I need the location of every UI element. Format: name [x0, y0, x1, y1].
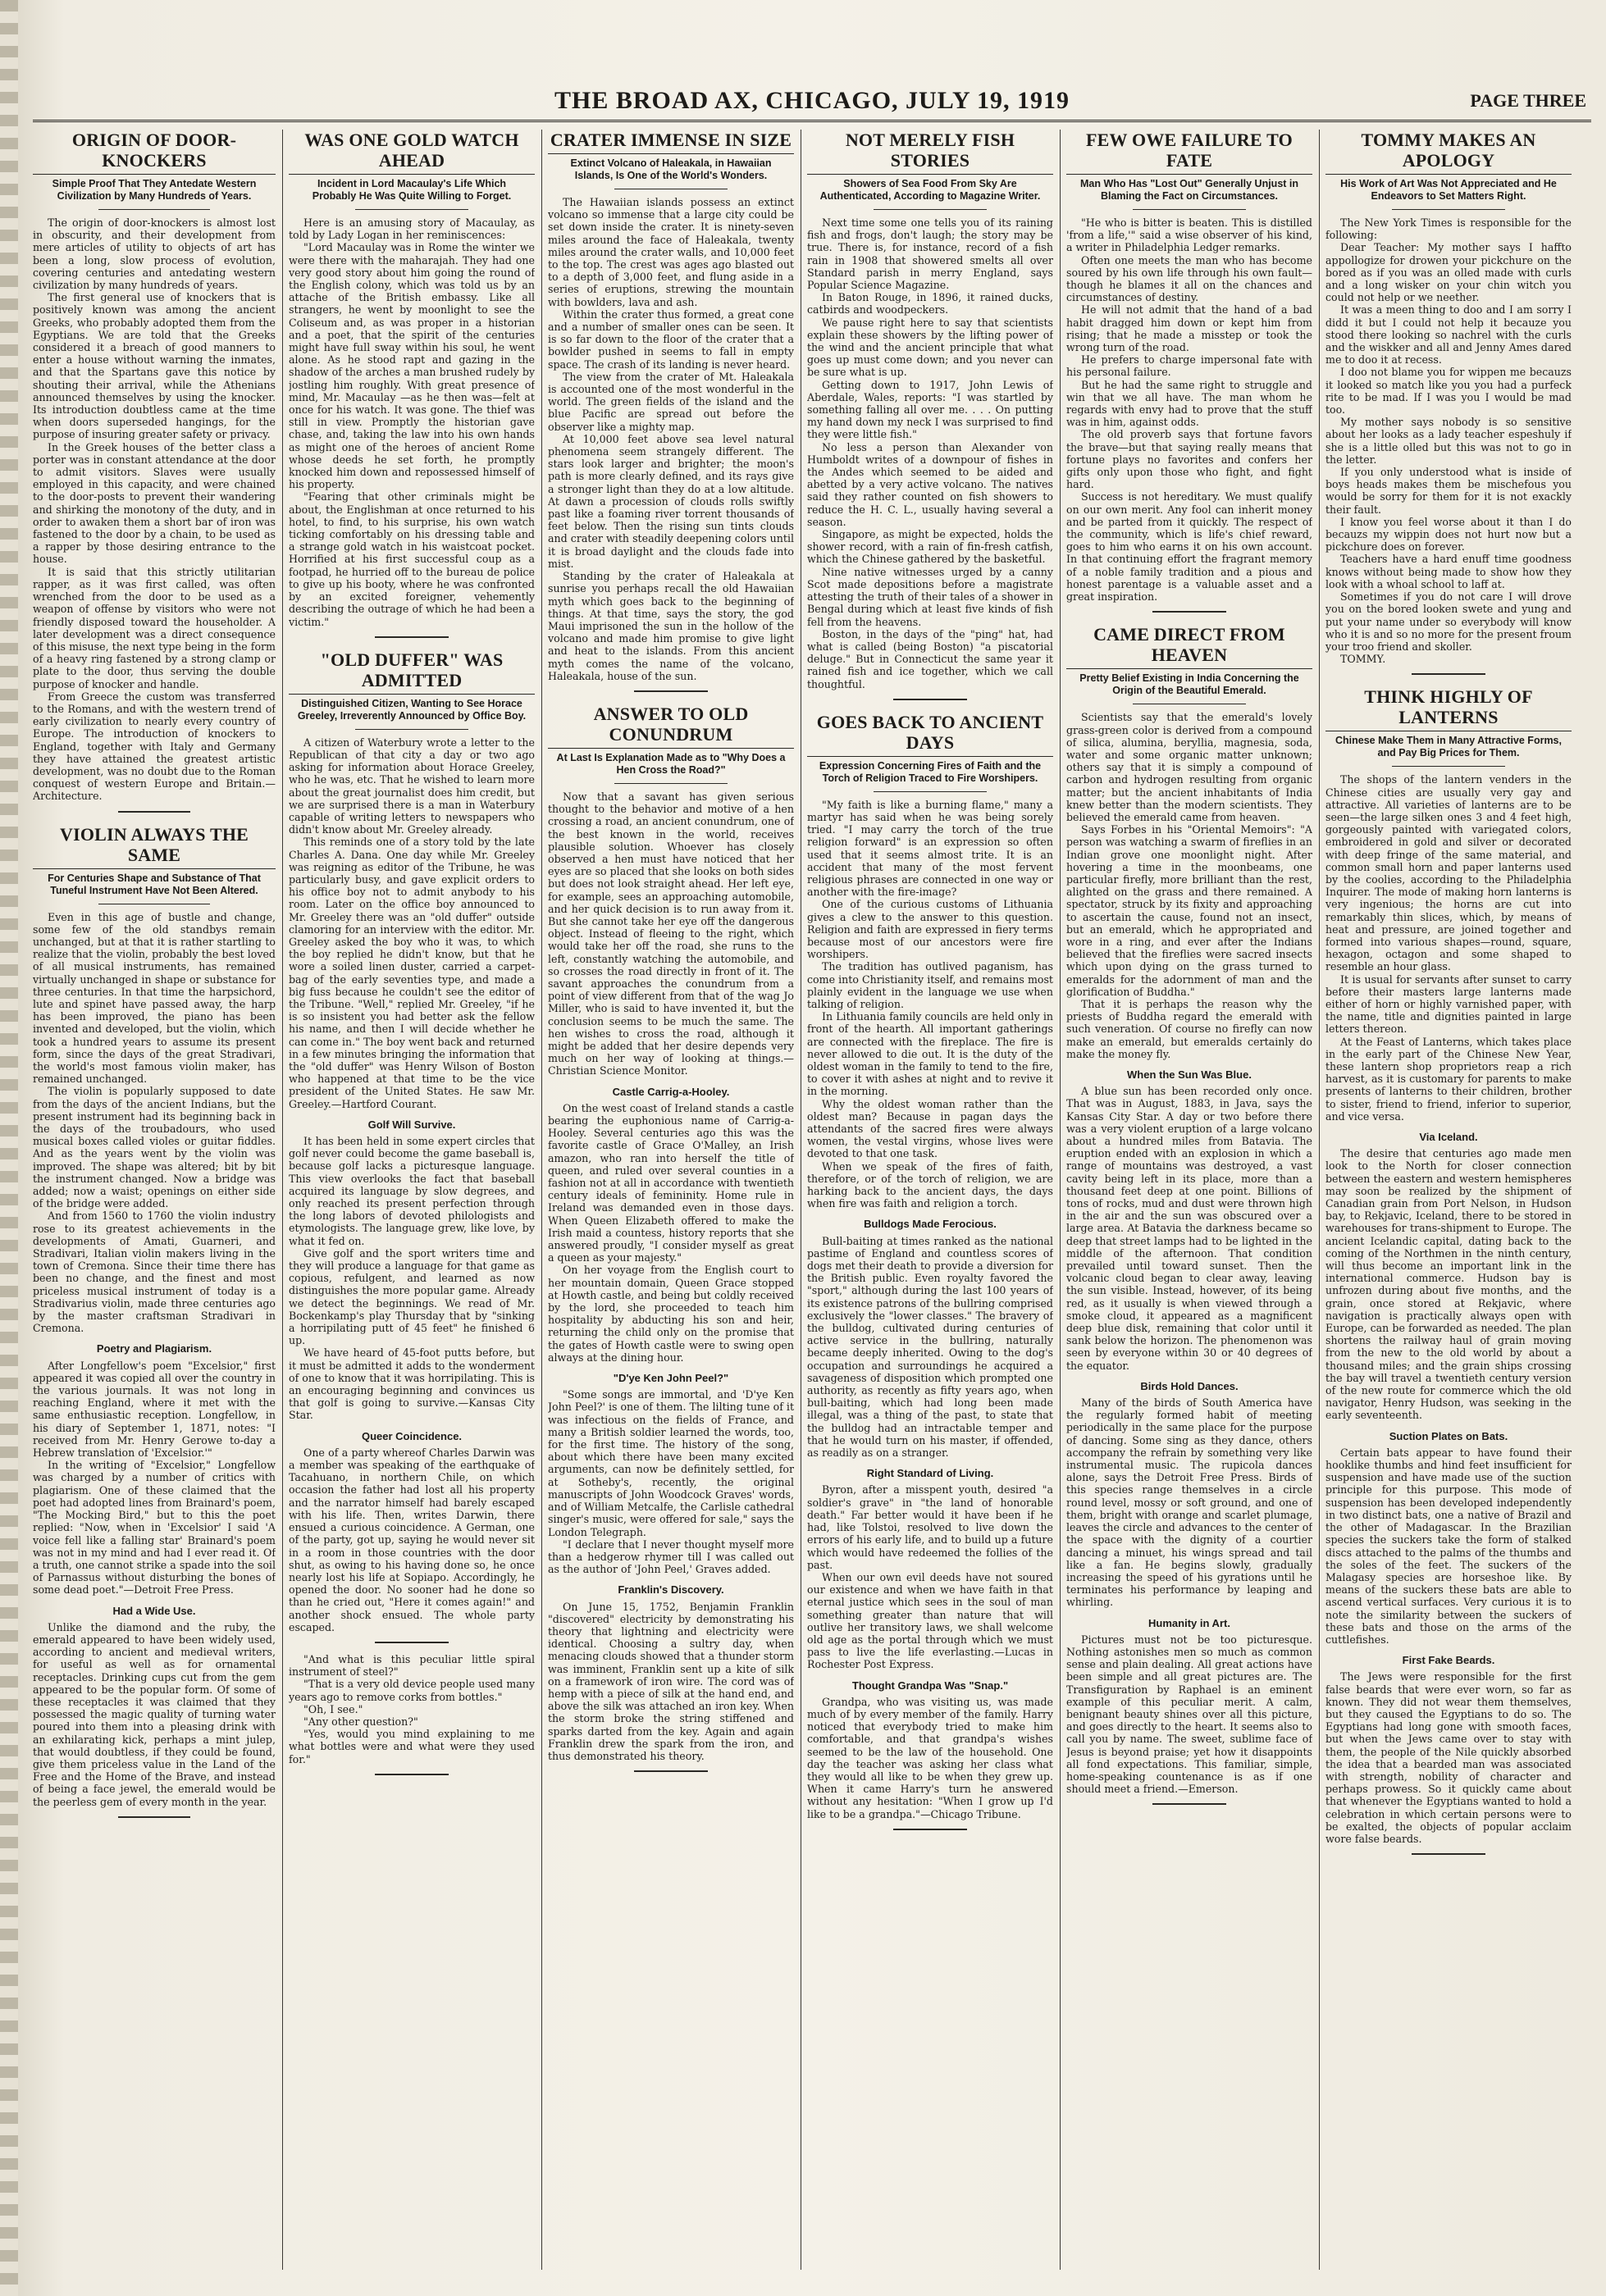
column-1 [33, 130, 276, 2270]
column-4 [807, 130, 1053, 2270]
article [1325, 686, 1572, 1855]
filler-paragraph: Unlike the diamond and the ruby, the emerald appeared to have been widely used, according to ancient and medieval writers, for useful as well as for ornamental receptacles. Drinking cups cut from the gem appeared to be the popular form. Of some of these receptacles it was claimed that they possessed the magic quality of turning water poured into them into a pleasing drink with an exhilarating kick, perhaps a mint julep, that would doubtless, if they could be found, give them priceless value in the Land of the Free and the Home of the Brave, and instead of being a face jewel, the emerald would be the peerless gem of every month in the year. [33, 1620, 276, 1808]
filler-paragraph: "Oh, I see." [303, 1702, 363, 1715]
article-paragraph: In Lithuania family councils are held only in front of the hearth. All important gatherings are connected with the fireplace. The fire is never allowed to die out. It is the duty of the oldest woman in the family to tend to the fire, to cover it with ashes at night and to revive it in the morning. [807, 1010, 1053, 1098]
article-paragraph: The shops of the lantern venders in the Chinese cities are usually very gay and attractive. All varieties of lanterns are to be seen—the large silken ones 3 and 4 feet high, gorgeously painted with variegated colors, embroidered in gold and silver or decorated with deep fringe of the same material, and common small horn and paper lanterns used by the coolies, according to the Philadelphia Inquirer. The mode of making horn lanterns is very ingenious; the horns are cut into remarkably thin slices, which, by means of heat and pressure, are joined together and formed into various shapes—round, square, hexagon, octagon and some shaped to resemble an hour glass. [1325, 773, 1572, 973]
filler-headline: Castle Carrig-a-Hooley. [612, 1085, 730, 1098]
story-end-rule [118, 1816, 191, 1818]
article [1066, 130, 1312, 613]
article-headline: NOT MERELY FISH STORIES [807, 130, 1053, 175]
article-headline: FEW OWE FAILURE TO FATE [1066, 130, 1312, 175]
article-paragraph: And from 1560 to 1760 the violin industry rose to its greatest achievements in the developments of Amati, Guarneri, and Stradivari, Italian violin makers living in the town of Cremona. Since their time there has been no change, and the finest and most priceless musical instrument of today is a Stradivarius violin, made three centuries ago by the master craftsman Stradivari in Cremona. [33, 1210, 276, 1335]
article-headline: ORIGIN OF DOOR-KNOCKERS [33, 130, 276, 175]
deck-divider [1133, 209, 1246, 210]
deck-divider [1392, 209, 1505, 210]
article-paragraph: If you only understood what is inside of boys heads makes them be mischefous you would be sorry for them for it is not exackly their fault. [1325, 466, 1572, 516]
article-paragraph: Here is an amusing story of Macaulay, as told by Lady Logan in her reminiscences: [289, 216, 535, 242]
article [1325, 130, 1572, 675]
article-paragraph: Getting down to 1917, John Lewis of Aberdale, Wales, reports: "I was startled by something falling all over me. . . . On putting my hand down my neck I was surprised to find they were little fish." [807, 378, 1053, 441]
filler-paragraph: It has been held in some expert circles that golf never could become the game baseball is, because golf lacks a picturesque language. This view overlooks the fact that baseball acquired its language by slow degrees, and only reached its present perfection through the long labors of devoted philologists and etymologists. The language grew, like love, by what it fed on. [289, 1135, 535, 1247]
filler-headline: Queer Coincidence. [361, 1429, 463, 1442]
article-paragraph: The Hawaiian islands possess an extinct volcano so immense that a large city could be set down inside the crater. It is ninety-seven miles around the face of Haleakala, twenty miles around the crater walls, and 10,000 feet to the top. The crest was ages ago blasted out to a depth of 3,000 feet, and flung aside in a series of eruptions, strewing the mountain with bowlders, lava and ash. [548, 196, 794, 308]
article [33, 130, 276, 813]
filler-headline: Golf Will Survive. [367, 1118, 456, 1131]
column-2 [289, 130, 535, 2270]
article [807, 712, 1053, 1830]
article-deck: Expression Concerning Fires of Faith and the Torch of Religion Traced to Fire Worshipers. [819, 759, 1042, 784]
article-deck: For Centuries Shape and Substance of That Tuneful Instrument Have Not Been Altered. [48, 872, 261, 896]
story-end-rule [1152, 1803, 1226, 1805]
deck-divider [355, 729, 468, 730]
filler-paragraph: Byron, after a misspent youth, desired "a soldier's grave" in "the land of honorable death." Far better would it have been if he had, like Tolstoi, resolved to live down the errors of his early life, and to build up a future which would have redeemed the follies of the past. [807, 1483, 1053, 1571]
article [807, 130, 1053, 700]
filler-paragraph: The desire that centuries ago made men look to the North for closer connection between the eastern and western hemispheres may soon be realized by the shipment of Canadian grain from Port Nelson, in Hudson bay, to Rekjavic, Iceland, there to be stored in warehouses for trans-shipment to Europe. The ancient Icelandic capital, dating back to the coming of the Northmen in the ninth century, will thus become an important link in the international commerce. Hudson bay is unfrozen during about five months, and the grain, once stored at Rekjavic, where navigation is practically always open with Europe, can be forwarded as needed. The plan shortens the railway haul of grain moving from the new to the old world by about a thousand miles; and the grain ships crossing the bay will travel a twentieth century version of the new route for commerce which the old navigator, Henry Hudson, was seeking in the early seventeenth. [1325, 1147, 1572, 1422]
filler-paragraph: Give golf and the sport writers time and they will produce a language for that game as copious, refulgent, and learned as now distinguishes the more popular game. Already we detect the beginnings. We read of Mr. Bockenkamp's play Thursday that by "sinking a horripilating putt of 45 feet" he finished 6 up. [289, 1246, 535, 1347]
article-paragraph: From Greece the custom was transferred to the Romans, and with the western trend of early civilization to nearly every country of Europe. The introduction of knockers to England, together with Italy and Germany they have attained the greatest artistic development, was no doubt due to the Roman conquest of western Europe and Britain.—Architecture. [33, 690, 276, 803]
story-end-rule [893, 1829, 967, 1830]
filler-divider [375, 1642, 449, 1643]
article-paragraph: The old proverb says that fortune favors the brave—but that saying really means that fortune plays no favorites and confers her gifts only upon those who fight, and fight hard. [1066, 428, 1312, 491]
filler-headline: "D'ye Ken John Peel?" [613, 1372, 729, 1385]
article-paragraph: Now that a savant has given serious thought to the behavior and motive of a hen crossing a road, an ancient conundrum, one of the best known in the world, receives plausible solution. Whoever has closely observed a hen must have noticed that her eyes are so placed that she looks on both sides but does not look straight ahead. Her left eye, for example, sees an approaching automobile, and her quick decision is to run away from it. But she cannot take her eye off the dangerous object. Instead of fleeing to the right, which would take her off the road, she runs to the left, constantly watching the automobile, and so crosses the road directly in front of it. The savant approaches the conundrum from a point of view different from that of the wag Jo Miller, who is said to have invented it, but the conclusion seems to be much the same. The hen wishes to cross the road, although it might be added that her desire depends very much on her way of looking at things.—Christian Science Monitor. [548, 790, 794, 1077]
article-paragraph: Boston, in the days of the "ping" hat, had what is called (being Boston) "a piscatorial deluge." But in Connecticut the same year it rained fish and ice together, which we call thoughtful. [807, 627, 1053, 690]
article-deck: Simple Proof That They Antedate Western Civilization by Many Hundreds of Years. [52, 178, 257, 202]
article [33, 824, 276, 1818]
story-end-rule [118, 811, 191, 813]
filler-paragraph: "That is a very old device people used many years ago to remove corks from bottles." [289, 1678, 535, 1703]
article-deck: Incident in Lord Macaulay's Life Which Probably He Was Quite Willing to Forget. [312, 178, 512, 202]
filler-paragraph: Certain bats appear to have found their hooklike thumbs and hind feet insufficient for suspension and have made use of the suction principle for this purpose. This mode of suspension has been developed independently in two distinct bats, one a native of Brazil and the other of Madagascar. In the Brazilian species the suckers take the form of stalked discs attached to the palms of the thumbs and the soles of the feet. The suckers of the Malagasy species are horseshoe like. By means of the suckers these bats are able to ascend vertical surfaces. Very curious it is to note the similarity between the suckers of these bats and those on the arms of the cuttlefishes. [1325, 1446, 1572, 1646]
page-number: PAGE THREE [1470, 90, 1586, 111]
story-end-rule [634, 1770, 708, 1772]
article-paragraph: The origin of door-knockers is almost lost in obscurity, and their development from mere articles of utility to objects of art has been a long, slow process of evolution, covering centuries and antedating western civilization by many hundreds of years. [33, 216, 276, 292]
filler-paragraph: "Yes, would you mind explaining to me what bottles were and what were they used for." [289, 1728, 535, 1765]
filler-paragraph: We have heard of 45-foot putts before, but it must be admitted it adds to the wonderment of one to know that it was horripilating. This is an encouraging beginning and convinces us that golf is going to survive.—Kansas City Star. [289, 1346, 535, 1422]
article-paragraph: But he had the same right to struggle and win that we all have. The man whom he regards with envy had to prove that the stuff was in him, against odds. [1066, 378, 1312, 429]
deck-divider [98, 209, 210, 210]
filler-paragraph: "I declare that I never thought myself more than a hedgerow rhymer till I was called out as the author of 'John Peel,' Graves added. [548, 1538, 794, 1576]
column-rule [282, 130, 283, 2270]
article-headline: ANSWER TO OLD CONUNDRUM [548, 704, 794, 749]
filler-paragraph: Bull-baiting at times ranked as the national pastime of England and countless scores of dogs met their death to provide a diversion for the British public. Even royalty favored the "sport," although during the last 100 years of its existence patrons of the bullring comprised exclusively the "lower classes." The bravery of the bulldog, cultivated during centuries of active service in the bullring, naturally became deeply inherited. Owing to the dog's occupation and surroundings he acquired a savageness of disposition which prompted one authority, as recently as fifty years ago, when bull-baiting, which had long been made illegal, was a thing of the past, to state that the bulldog had an intractable temper and that he would turn on his master, if offended, as readily as on a stranger. [807, 1234, 1053, 1460]
article-paragraph: It is usual for servants after sunset to carry before their masters large lanterns made either of horn or highly varnished paper, with the name, title and dignities painted in large letters thereon. [1325, 973, 1572, 1036]
article-paragraph: "Fearing that other criminals might be about, the Englishman at once returned to his hotel, to find, to his surprise, his own watch ticking comfortably on his dressing table and a strange gold watch in his waistcoat pocket. Horrified at his first successful coup as a footpad, he hurried off to the bureau de police to give up his booty, where he was confronted by an excited foreigner, vehemently describing the outrage of which he had been a victim." [289, 490, 535, 628]
article-paragraph: My mother says nobody is so sensitive about her looks as a lady teacher espeshuly if she is a little olled but this was not to go in the letter. [1325, 416, 1572, 466]
filler-headline: First Fake Beards. [1402, 1654, 1495, 1667]
filler-paragraph: After Longfellow's poem "Excelsior," first appeared it was copied all over the country in the various journals. It was not long in reaching England, where it met with the same enthusiastic reception. Longfellow, in his diary of September 1, 1871, notes: "I received from Mr. Henry Gerowe to-day a Hebrew translation of 'Excelsior.'" [33, 1359, 276, 1460]
filler-headline: Birds Hold Dances. [1140, 1379, 1239, 1392]
article-paragraph: He prefers to charge impersonal fate with his personal failure. [1066, 353, 1312, 379]
article-paragraph: Says Forbes in his "Oriental Memoirs": "A person was watching a swarm of fireflies in an Indian grove one moonlight night. After hovering a time in the moonbeams, one particular firefly, more brilliant than the rest, alighted on the grass and there remained. A spectator, struck by its fixity and approaching to ascertain the cause, found not an insect, but an emerald, which he appropriated and wore in a ring, and ever after the Indians believed that the fireflies were sacred insects which upon dying on the grass turned to emeralds for the adornment of man and the glorification of Buddha." [1066, 823, 1312, 998]
column-5 [1066, 130, 1312, 2270]
filler-paragraph: Pictures must not be too picturesque. Nothing astonishes men so much as common sense and plain dealing. All great actions have been simple and all great pictures are. The Transfiguration by Raphael is an eminent example of this peculiar merit. A calm, benignant beauty shines over all this picture, and goes directly to the heart. It seems also to call you by name. The sweet, sublime face of Jesus is beyond praise; yet how it disappoints all fond expectations. This familiar, simple, home-speaking countenance is as if one should meet a friend.—Emerson. [1066, 1633, 1312, 1796]
filler-paragraph: "Any other question?" [303, 1715, 418, 1728]
article-headline: GOES BACK TO ANCIENT DAYS [807, 712, 1053, 757]
article-paragraph: Teachers have a hard enuff time goodness knows without being made to show how they look with a whoal school to laff at. [1325, 553, 1572, 590]
article-headline: WAS ONE GOLD WATCH AHEAD [289, 130, 535, 175]
article [548, 704, 794, 1772]
article-paragraph: At the Feast of Lanterns, which takes place in the early part of the Chinese New Year, these lantern shop proprietors reap a rich harvest, as it is customary for parents to make presents of lanterns to their children, brother to sister, friend to friend, inferior to superior, and vice versa. [1325, 1035, 1572, 1123]
deck-divider [614, 783, 728, 784]
article [289, 130, 535, 638]
article-paragraph: When we speak of the fires of faith, therefore, or of the torch of religion, we are harking back to the ancient days, the days when fire was faith and religion a torch. [807, 1159, 1053, 1210]
filler-paragraph: A blue sun has been recorded only once. That was in August, 1883, in Java, says the Kansas City Star. A day or two before there was a very violent eruption of a large volcano about a hundred miles from Batavia. The eruption ended with an explosion in which a range of mountains was destroyed, a vast cavity being left in its place, more than a thousand feet deep at one point. Billions of tons of rocks, mud and dust were thrown high in the air and the sun was obscured over a large area. At Batavia the darkness became so deep that street lamps had to be lighted in the middle of the afternoon. That condition prevailed until toward sunset. Then the volcanic cloud began to clear away, leaving the sun visible. Instead, however, of its being red, as it usually is when viewed through a smoke cloud, it appeared as a magnificent deep blue disk, remaining that color until it sank below the horizon. The phenomenon was seen by everyone within 30 or 40 degrees of the equator. [1066, 1085, 1312, 1372]
story-end-rule [1412, 673, 1485, 675]
article-paragraph: That it is perhaps the reason why the priests of Buddha regard the emerald with such veneration. Of course no firefly can now make an emerald, but emeralds certainly do make the money fly. [1066, 997, 1312, 1060]
article-paragraph: At 10,000 feet above sea level natural phenomena seem strangely different. The stars look larger and brighter; the moon's path is more clearly defined, and its rays give a stronger light than they do at a low altitude. At dawn a procession of clouds rolls swiftly past like a foaming river torrent thousands of feet below. Then the rising sun tints clouds and crater with steadily deepening colors until it is broad daylight and the clouds fade into mist. [548, 432, 794, 570]
article-paragraph: Even in this age of bustle and change, some few of the old standbys remain unchanged, but at that it is rather startling to realize that the violin, probably the best loved of all musical instruments, has remained virtually unchanged in shape or substance for three centuries. In that time the harpsichord, lute and spinet have passed away, the harp has been improved, the piano has been invented and developed, but the violin, which took a hundred years to assume its present form, since the days of the great Stradivari, the world's most famous violin maker, has remained unchanged. [33, 910, 276, 1086]
article-paragraph: No less a person than Alexander von Humboldt writes of a downpour of fishes in the Andes which seemed to be aided and abetted by a very active volcano. The natives said they rather counted on fish showers to reduce the H. C. L., usually having several a season. [807, 440, 1053, 528]
filler-headline: Right Standard of Living. [866, 1467, 994, 1480]
article-deck: Showers of Sea Food From Sky Are Authenticated, According to Magazine Writer. [819, 178, 1041, 202]
filler-paragraph: On her voyage from the English court to her mountain domain, Queen Grace stopped at Howth castle, and being but coldly received by the lord, she proceeded to teach him hospitality by abducting his son and heir, returning the child only on the promise that the gates of Howth castle were to swing open always at the dining hour. [548, 1264, 794, 1364]
article-paragraph: I know you feel worse about it than I do becauzs my wippin does not hurt now but a pickchure does on forever. [1325, 515, 1572, 554]
article-paragraph: Why the oldest woman rather than the oldest man? Because in pagan days the attendants of the sacred fires were always women, the vestal virgins, whose lives were devoted to that one task. [807, 1097, 1053, 1160]
article-paragraph: "He who is bitter is beaten. This is distilled 'from a life,'" said a wise observer of his kind, a writer in Philadelphia Ledger remarks. [1066, 216, 1312, 254]
article-paragraph: The violin is popularly supposed to date from the days of the ancient Indians, but the present instrument had its beginning back in the days of the troubadours, who used musical boxes called violes or guitar fiddles. And as the years went by the violin was improved. The shape was altered; bit by bit the instrument changed. Now a bridge was added; now a waist; openings on either side of the bridge were added. [33, 1085, 276, 1210]
deck-divider [874, 209, 987, 210]
article-paragraph: I doo not blame you for wippen me becauzs it looked so match like you you had a purfeck rite to be mad. If I was you I would be mad too. [1325, 366, 1572, 417]
article-paragraph: This reminds one of a story told by the late Charles A. Dana. One day while Mr. Greeley was reigning as editor of the Tribune, he was particularly busy, and gave explicit orders to his office boy not to admit anybody to his room. Later on the office boy announced to Mr. Greeley there was an "old duffer" outside clamoring for an interview with the editor. Mr. Greeley asked the boy who it was, to which the boy replied he didn't know, but that he wore a soiled linen duster, carried a carpet-bag of the early seventies type, and made a big fuss because he couldn't see the editor of the Tribune. "Well," replied Mr. Greeley, "if he is so insistent you had better ask the fellow his name, and then I will decide whether he can come in." The boy went back and returned in a few minutes bringing the information that the "old duffer" was Henry Wilson of Boston who happened at that time to be the vice president of the United States. He saw Mr. Greeley.—Hartford Courant. [289, 836, 535, 1110]
article-headline: TOMMY MAKES AN APOLOGY [1325, 130, 1572, 175]
article-paragraph: One of the curious customs of Lithuania gives a clew to the answer to this question. Religion and faith are expressed in fiery terms because most of our ancestors were fire worshipers. [807, 898, 1053, 961]
filler-headline: Had a Wide Use. [112, 1604, 196, 1617]
filler-paragraph: On the west coast of Ireland stands a castle bearing the euphonious name of Carrig-a-Hooley. Several centuries ago this was the favorite castle of Grace O'Malley, an Irish amazon, who ran into herself the title of queen, and ruled over several counties in a fashion not at all in accordance with twentieth century ideals of femininity. Home rule in Ireland was demanded even in those days. When Queen Elizabeth offered to make the Irish maid a countess, history reports that she answered proudly, "I consider myself as great a queen as your majesty." [548, 1101, 794, 1264]
story-end-rule [1412, 1853, 1485, 1855]
filler-headline: Franklin's Discovery. [618, 1583, 724, 1597]
article [1066, 624, 1312, 1805]
article-paragraph: The view from the crater of Mt. Haleakala is accounted one of the most wonderful in the world. The green fields of the island and the blue Pacific are spread out before the observer like a mighty map. [548, 370, 794, 433]
filler-paragraph: "Some songs are immortal, and 'D'ye Ken John Peel?' is one of them. The lilting tune of it was infectious on the fields of France, and many a British soldier learned the words, too, for the first time. The history of the song, about which there have been many excited arguments, can now be definitely settled, for at Sotheby's, recently, the original manuscripts of John Woodcock Graves' words, and of William Metcalfe, the Carlisle cathedral singer's music, were offered for sale," says the London Telegraph. [548, 1388, 794, 1538]
article-deck: Chinese Make Them in Many Attractive Forms, and Pay Big Prices for Them. [1335, 735, 1562, 759]
story-end-rule [375, 636, 449, 638]
article-paragraph: Nine native witnesses urged by a canny Scot made depositions before a magistrate attesting the truth of their tales of a shower in Bengal during which at least five kinds of fish fell from the heavens. [807, 565, 1053, 628]
filler-headline: Suction Plates on Bats. [1389, 1429, 1508, 1442]
article-deck: Extinct Volcano of Haleakala, in Hawaiian Islands, Is One of the World's Wonders. [570, 157, 772, 181]
deck-divider [874, 791, 987, 792]
article-headline: CRATER IMMENSE IN SIZE [548, 130, 794, 154]
article-paragraph: The tradition has outlived paganism, has come into Christianity itself, and remains most plainly evident in the language we use when talking of religion. [807, 960, 1053, 1010]
deck-divider [355, 209, 468, 210]
article-paragraph: Scientists say that the emerald's lovely grass-green color is derived from a compound of silica, alumina, beryllia, magnesia, soda, water and some organic matter unknown; others say that it is simply a compound of carbon and hydrogen resulting from organic matter; but the ancient inhabitants of India knew better than the modern scientists. They believed the emerald came from heaven. [1066, 711, 1312, 823]
article-deck: His Work of Art Was Not Appreciated and He Endeavors to Set Matters Right. [1340, 178, 1557, 202]
article-paragraph: Dear Teacher: My mother says I haffto appollogize for drowen your pickchure on the bored as if you was an olled made with curls and a long wisker on your chin witch you could not help or we neether. [1325, 241, 1572, 304]
filler-headline: Via Iceland. [1419, 1131, 1478, 1143]
article-paragraph: TOMMY. [1340, 653, 1386, 666]
column-6 [1325, 130, 1572, 2270]
article-paragraph: A citizen of Waterbury wrote a letter to the Republican of that city a day or two ago asking for information about Horace Greeley, who he was, etc. That he wished to learn more about the great journalist does him credit, but we are surprised there is a man in Waterbury capable of writing letters to newspapers who didn't know about Mr. Greeley already. [289, 736, 535, 836]
article [548, 130, 794, 692]
filler-paragraph: When our own evil deeds have not soured our existence and when we have faith in that eternal justice which sees in the soul of man something greater than nature that will outlive her transitory laws, we shall welcome old age as the portal through which we must pass to live the life everlasting.—Lucas in Rochester Post Express. [807, 1570, 1053, 1671]
masthead [33, 82, 1591, 122]
article-headline: "OLD DUFFER" WAS ADMITTED [289, 649, 535, 695]
filler-paragraph: Grandpa, who was visiting us, was made much of by every member of the family. Harry noticed that everybody tried to make him comfortable, and that grandpa's wishes seemed to be the law of the household. One day the teacher was asking her class what they would all like to be when they grew up. When it came Harry's turn he answered without any hesitation: "When I grow up I'd like to be a grandpa."—Chicago Tribune. [807, 1695, 1053, 1820]
filler-paragraph: In the writing of "Excelsior," Longfellow was charged by a number of critics with plagiarism. One of these claimed that the poet had adopted lines from Brainard's poem, "The Mocking Bird," but to this the poet replied: "Now, when in 'Excelsior' I said 'A voice fell like a falling star' Brainard's poem was not in my mind and had I ever read it. Of a truth, one cannot strike a spade into the soil of Parnassus without disturbing the bones of some dead poet."—Detroit Free Press. [33, 1459, 276, 1597]
article-headline: THINK HIGHLY OF LANTERNS [1325, 686, 1572, 731]
filler-paragraph: On June 15, 1752, Benjamin Franklin "discovered" electricity by demonstrating his theory that lightning and electricity were identical. Choosing a sultry day, when menacing clouds showed that a thunder storm was imminent, Franklin sent up a kite of silk on a framework of iron wire. The cord was of hemp with a piece of silk at the hand end, and above the silk was attached an iron key. When the storm broke the string stiffened and sparks darted from the key. Again and again Franklin drew the spark from the iron, and thus demonstrated his theory. [548, 1600, 794, 1762]
article-paragraph: The New York Times is responsible for the following: [1325, 216, 1572, 242]
article-deck: Pretty Belief Existing in India Concerning the Origin of the Beautiful Emerald. [1079, 672, 1299, 697]
column-rule [541, 130, 542, 2270]
story-end-rule [634, 690, 708, 692]
article-paragraph: Within the crater thus formed, a great cone and a number of smaller ones can be seen. It is so far down to the floor of the crater that a bowlder pushed in seems to fall in empty space. The crash of its landing is never heard. [548, 308, 794, 371]
filler-headline: Thought Grandpa Was "Snap." [851, 1679, 1009, 1692]
filler-headline: Humanity in Art. [1148, 1616, 1230, 1629]
article-deck: Man Who Has "Lost Out" Generally Unjust in Blaming the Fact on Circumstances. [1079, 178, 1299, 202]
article-paragraph: The first general use of knockers that is positively known was among the ancient Greeks, who probably adopted them from the Egyptians. We are told that the Greeks considered it a breach of good manners to enter a house without warning the inmates, and that the Spartans gave this notice by shouting their arrival, while the Athenians announced themselves by using the knocker. Its introduction doubtless came at the time when doors superseded hangings, for the purpose of insuring greater safety or privacy. [33, 291, 276, 441]
filler-headline: Poetry and Plagiarism. [96, 1342, 212, 1355]
article-deck: Distinguished Citizen, Wanting to See Horace Greeley, Irreverently Announced by Office Boy. [297, 697, 527, 722]
filler-headline: When the Sun Was Blue. [1127, 1068, 1252, 1081]
article-paragraph: It is said that this strictly utilitarian rapper, as it was first called, was often wrenched from the door to be used as a weapon of offense by visitors who were not friendly disposed toward the householder. A later development was a direct consequence of this misuse, the next type being in the form of a heavy ring fastened by a strong clamp or plate to the door, thus serving the double purpose of knocker and handle. [33, 565, 276, 690]
column-rule [1060, 130, 1061, 2270]
filler-paragraph: Many of the birds of South America have the regularly formed habit of meeting periodically in the same place for the purpose of dancing. Some sing as they dance, others accompany the refrain by something very like instrumental music. The rupicola dances alone, says the Detroit Free Press. Birds of this species range themselves in a circle round level, mossy or soft ground, and one of them, bright with orange and scarlet plumage, leaves the circle and advances to the center of the space with the dignity of a courtier dancing a minuet, his wings spread and tail like a fan. He begins slowly, gradually increasing the speed of his gyrations until he terminates his performance by leaping and whirling. [1066, 1396, 1312, 1609]
filler-paragraph: The Jews were responsible for the first false beards that were ever worn, so far as known. They did not wear them themselves, but they caused the Egyptians to do so. The Egyptians had long gone with smooth faces, but when the Jews came over to stay with them, the people of the Nile quickly absorbed the idea that a bearded man was associated with strength, nobility of character and perhaps prowess. So it quickly came about that whenever the Egyptians wanted to hold a celebration in which certain persons were to be exalted, the objects of popular acclaim wore false beards. [1325, 1670, 1572, 1845]
filler-paragraph: "And what is this peculiar little spiral instrument of steel?" [289, 1652, 535, 1679]
article-paragraph: Sometimes if you do not care I will drove you on the bored looken swete and yung and put your name under so everybody will know who it is and so no more for the present froum your troo friend and skoller. [1325, 590, 1572, 653]
article-headline: VIOLIN ALWAYS THE SAME [33, 824, 276, 869]
article-headline: CAME DIRECT FROM HEAVEN [1066, 624, 1312, 669]
adjacent-page-edge [0, 0, 18, 2296]
column-3 [548, 130, 794, 2270]
masthead-title: THE BROAD AX, CHICAGO, JULY 19, 1919 [554, 87, 1070, 114]
story-end-rule [1152, 611, 1226, 613]
article-paragraph: Often one meets the man who has become soured by his own life through his own fault—though he blames it all on the chances and circumstances of destiny. [1066, 253, 1312, 304]
article-paragraph: We pause right here to say that scientists explain these showers by the lifting power of the wind and the ancient principle that what goes up must come down; and you never can be sure what is up. [807, 316, 1053, 379]
article-paragraph: In the Greek houses of the better class a porter was in constant attendance at the door to admit visitors. Slaves were usually employed in this capacity, and were chained to the door-posts to prevent their wandering and shirking the monotony of the duty, and in order to awaken them a short bar of iron was fastened to the door by a chain, to be used as a rapper by those desiring entrance to the house. [33, 440, 276, 566]
article-paragraph: "My faith is like a burning flame," many a martyr has said when he was being sorely tried. "I may carry the torch of the true religion forward" is an expression so often used that it seems almost trite. It is an accident that many of the most fervent religious phrases are connected in one way or another with the fire-image? [807, 798, 1053, 899]
article-paragraph: In Baton Rouge, in 1896, it rained ducks, catbirds and woodpeckers. [807, 291, 1053, 317]
story-end-rule [893, 699, 967, 700]
column-rule [1319, 130, 1320, 2270]
article-paragraph: He will not admit that the hand of a bad habit dragged him down or kept him from rising; that he made a misstep or took the wrong turn of the road. [1066, 303, 1312, 354]
filler-paragraph: One of a party whereof Charles Darwin was a member was speaking of the earthquake of Tacahuano, in northern Chile, on which occasion the father had lost all his property and the narrator himself had barely escaped with his life. Then, writes Darwin, there ensued a curious coincidence. A German, one of the party, got up, saying he would never sit in a room in those countries with the door shut, as owing to his having done so, he once nearly lost his life at Sopiapo. Accordingly, he opened the door. No sooner had he done so than he cried out, "Here it comes again!" and another shock ensued. The whole party escaped. [289, 1446, 535, 1633]
filler-headline: Bulldogs Made Ferocious. [864, 1218, 997, 1231]
article-paragraph: It was a meen thing to doo and I am sorry I didd it but I could not help it becauze you stood there looking so nachrel with the curls and the wiskker and all and Jenny Ames dared me to doo it at recess. [1325, 303, 1572, 367]
deck-divider [1392, 766, 1505, 767]
article-paragraph: Singapore, as might be expected, holds the shower record, with a rain of fin-fresh catfish, which the Chinese gathered by the basketful. [807, 528, 1053, 566]
article [289, 649, 535, 1775]
article-paragraph: Standing by the crater of Haleakala at sunrise you perhaps recall the old Hawaiian myth which goes back to the beginning of things. At that time, says the story, the god Maui imprisoned the sun in the hollow of the volcano and made him promise to give light and heat to the islands. From this ancient myth comes the name of the volcano, Haleakala, house of the sun. [548, 570, 794, 682]
article-paragraph: Success is not hereditary. We must qualify on our own merit. Any fool can inherit money and be parted from it quickly. The respect of the community, which is life's chief reward, goes to him who earns it on his own account. In that continuing effort the fragrant memory of a noble family tradition and a pious and honest parentage is a valuable asset and a great inspiration. [1066, 490, 1312, 604]
article-paragraph: "Lord Macaulay was in Rome the winter we were there with the maharajah. They had one very good story about him going the round of the English colony, which was told us by an attache of the British embassy. Like all strangers, he went by moonlight to see the Coliseum and, as was proper in a historian and a poet, that the spirit of the centuries might have full sway within his soul, he went alone. As he stood rapt and gazing in the shadow of the arches a man brushed rudely by jostling him roughly. With great presence of mind, Mr. Macaulay —as he then was—felt at once for his watch. It was gone. The thief was still in view. Promptly the historian gave chase, and, taking the law into his own hands as might one of the heroes of ancient Rome whose deeds he set forth, he promptly knocked him down and repossessed himself of his property. [289, 241, 535, 491]
story-end-rule [375, 1774, 449, 1775]
article-deck: At Last Is Explanation Made as to "Why Does a Hen Cross the Road?" [556, 751, 786, 776]
article-paragraph: Next time some one tells you of its raining fish and frogs, don't laugh; the story may be true. There is, for instance, record of a fish rain in 1908 that showered smelts all over Standard parish in merry England, says Popular Science Magazine. [807, 216, 1053, 292]
